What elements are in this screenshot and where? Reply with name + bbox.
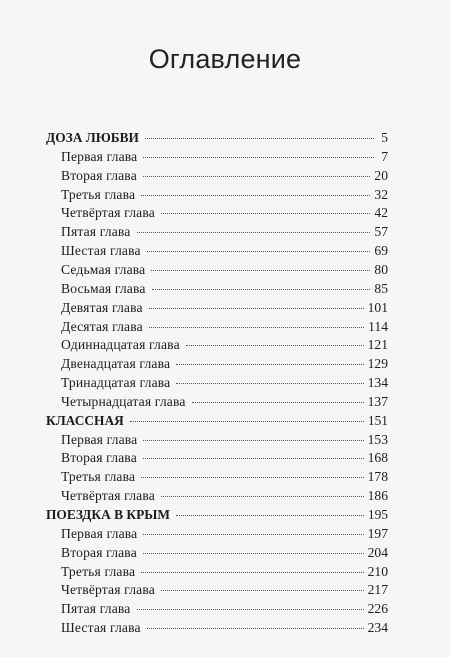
page-number: 85 (374, 280, 388, 296)
dot-leader (143, 534, 363, 535)
chapter-title: Третья глава (61, 563, 136, 579)
page-number: 151 (367, 412, 388, 428)
toc-chapter-entry (61, 204, 388, 221)
dot-leader (176, 364, 363, 365)
chapter-title: Одиннадцатая глава (61, 337, 180, 353)
part-title: ПОЕЗДКА В КРЫМ (46, 507, 171, 522)
page-number: 20 (374, 167, 388, 183)
page-number: 69 (374, 243, 388, 259)
chapter-title: Четвёртая глава (61, 488, 155, 504)
page-number: 168 (367, 450, 388, 466)
toc-chapter-entry (61, 393, 388, 410)
toc-chapter-entry (61, 167, 388, 184)
dot-leader (161, 590, 364, 591)
page-number: 204 (367, 544, 388, 560)
toc-part-entry (46, 506, 388, 523)
toc-chapter-entry (61, 299, 388, 316)
page-number: 226 (367, 601, 388, 617)
dot-leader (141, 477, 363, 478)
dot-leader (145, 138, 374, 139)
dot-leader (130, 421, 364, 422)
page-number: 210 (367, 563, 388, 579)
toc-part-entry (46, 412, 388, 429)
dot-leader (149, 327, 364, 328)
toc-chapter-entry (61, 525, 388, 542)
toc-chapter-entry (61, 280, 388, 297)
page-number: 137 (367, 393, 388, 409)
page-number: 234 (367, 620, 388, 636)
toc-chapter-entry (61, 355, 388, 372)
page-number: 178 (367, 469, 388, 485)
chapter-title: Четырнадцатая глава (61, 393, 186, 409)
toc-chapter-entry (61, 186, 388, 203)
page-number: 42 (374, 205, 388, 221)
dot-leader (149, 308, 364, 309)
toc-chapter-entry (61, 449, 388, 466)
toc-chapter-entry (61, 563, 388, 580)
page-number: 5 (381, 130, 388, 145)
page-number: 80 (374, 261, 388, 277)
page-number: 217 (367, 582, 388, 598)
dot-leader (143, 440, 363, 441)
page-number: 101 (367, 299, 388, 315)
toc-chapter-entry (61, 544, 388, 561)
chapter-title: Вторая глава (61, 450, 137, 466)
toc-chapter-entry (61, 431, 388, 448)
dot-leader (152, 289, 371, 290)
page-number: 197 (367, 525, 388, 541)
dot-leader (176, 515, 364, 516)
dot-leader (147, 251, 371, 252)
toc-chapter-entry (61, 581, 388, 598)
part-title: КЛАССНАЯ (46, 412, 124, 428)
chapter-title: Пятая глава (61, 601, 131, 617)
dot-leader (141, 195, 370, 196)
page-number: 32 (374, 186, 388, 202)
chapter-title: Вторая глава (61, 544, 137, 560)
toc-chapter-entry (61, 318, 388, 335)
dot-leader (143, 176, 371, 177)
chapter-title: Тринадцатая глава (61, 375, 171, 391)
chapter-title: Третья глава (61, 186, 136, 202)
toc-chapter-entry (61, 619, 388, 636)
chapter-title: Третья глава (61, 469, 136, 485)
dot-leader (137, 609, 364, 610)
page-number: 195 (367, 507, 388, 522)
toc-chapter-entry (61, 336, 388, 353)
dot-leader (143, 458, 364, 459)
chapter-title: Двенадцатая глава (61, 356, 171, 372)
chapter-title: Девятая глава (61, 299, 143, 315)
page-title: Оглавление (148, 44, 302, 74)
chapter-title: Пятая глава (61, 224, 131, 240)
toc-chapter-entry (61, 600, 388, 617)
page-number: 129 (367, 356, 388, 372)
dot-leader (161, 496, 364, 497)
chapter-title: Шестая глава (61, 620, 141, 636)
toc-chapter-entry (61, 148, 388, 165)
chapter-title: Первая глава (61, 148, 138, 164)
toc-chapter-entry (61, 468, 388, 485)
page-number: 7 (381, 148, 388, 164)
dot-leader (147, 628, 364, 629)
chapter-title: Четвёртая глава (61, 582, 155, 598)
toc-chapter-entry (61, 223, 388, 240)
toc-chapter-entry (61, 374, 388, 391)
page-number: 121 (367, 337, 388, 353)
dot-leader (143, 157, 374, 158)
chapter-title: Первая глава (61, 525, 138, 541)
chapter-title: Восьмая глава (61, 280, 146, 296)
part-title: ДОЗА ЛЮБВИ (46, 130, 139, 145)
dot-leader (176, 383, 363, 384)
dot-leader (161, 213, 371, 214)
page-number: 57 (374, 224, 388, 240)
chapter-title: Седьмая глава (61, 261, 146, 277)
toc-part-entry (46, 129, 388, 146)
dot-leader (192, 402, 364, 403)
page-number: 186 (367, 488, 388, 504)
toc-chapter-entry (61, 261, 388, 278)
dot-leader (141, 572, 363, 573)
chapter-title: Первая глава (61, 431, 138, 447)
page-number: 134 (367, 375, 388, 391)
chapter-title: Десятая глава (61, 318, 143, 334)
dot-leader (151, 270, 370, 271)
page-number: 114 (368, 318, 388, 334)
chapter-title: Шестая глава (61, 243, 141, 259)
toc-chapter-entry (61, 242, 388, 259)
chapter-title: Четвёртая глава (61, 205, 155, 221)
toc-chapter-entry (61, 487, 388, 504)
page-number: 153 (367, 431, 388, 447)
dot-leader (137, 232, 371, 233)
dot-leader (143, 553, 364, 554)
chapter-title: Вторая глава (61, 167, 137, 183)
dot-leader (186, 345, 364, 346)
